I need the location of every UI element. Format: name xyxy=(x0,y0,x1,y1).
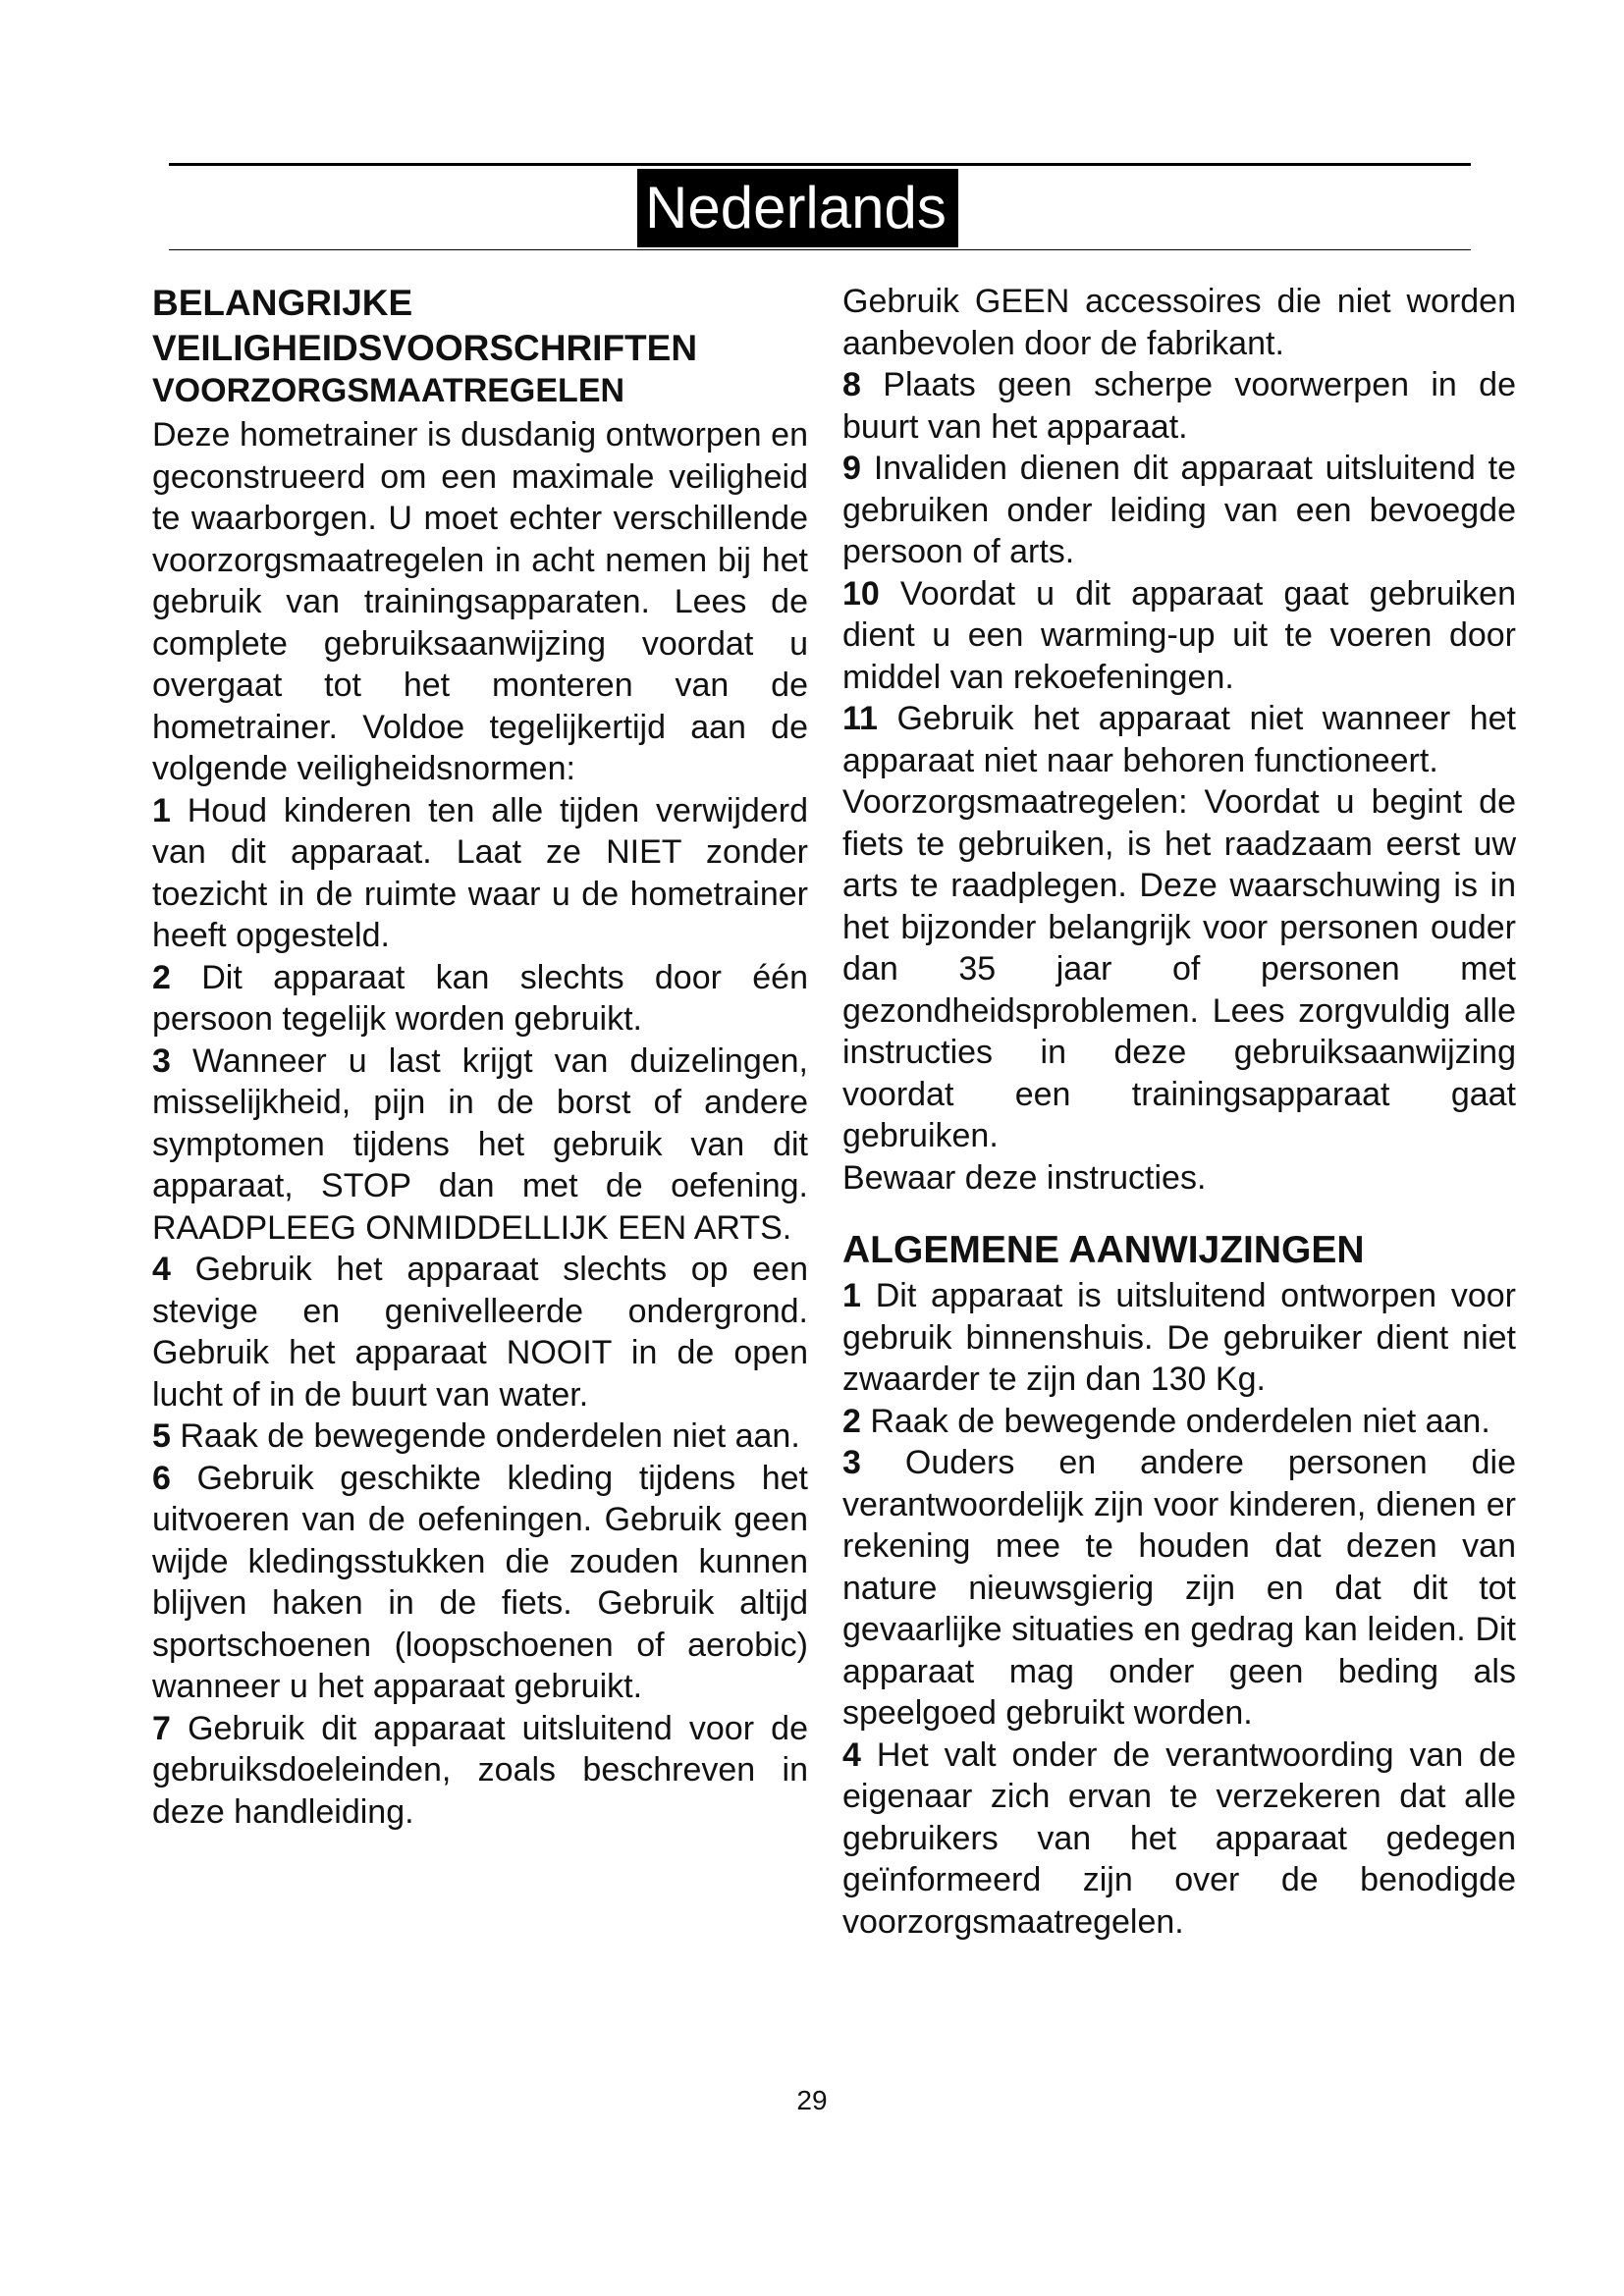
list-item xyxy=(152,1458,808,1708)
continuation-paragraph: Gebruik GEEN accessoires die niet worden aanbevolen door de fabrikant. xyxy=(842,283,1516,362)
item-number: 6 xyxy=(152,1459,171,1497)
item-text: Plaats geen scherpe voorwerpen in de buurt van het apparaat. xyxy=(842,366,1516,446)
item-number: 1 xyxy=(842,1277,861,1314)
item-text: Gebruik geschikte kleding tijdens het uitvoeren van de oefeningen. Gebruik geen wijde kledingsstukken die zouden kunnen blijven haken in de fiets. Gebruik altijd sportschoenen (loopschoenen of aerobic) wanneer u het apparaat gebruikt. xyxy=(152,1459,808,1705)
list-item xyxy=(152,1249,808,1415)
item-text: Gebruik het apparaat slechts op een stevige en genivelleerde ondergrond. Gebruik het apparaat NOOIT in de open lucht of in de buurt van water. xyxy=(152,1251,808,1414)
item-text: Het valt onder de verantwoording van de eigenaar zich ervan te verzekeren dat alle gebruikers van het apparaat gedegen geïnformeerd zijn over de benodigde voorzorgsmaatregelen. xyxy=(842,1735,1516,1941)
list-item xyxy=(842,573,1516,699)
item-text: Dit apparaat is uitsluitend ontworpen voor gebruik binnenshuis. De gebruiker dient niet zwaarder te zijn dan 130 Kg. xyxy=(842,1277,1516,1398)
item-number: 3 xyxy=(842,1444,861,1481)
list-item xyxy=(842,1401,1516,1443)
list-item xyxy=(842,1275,1516,1401)
item-text: Voordat u dit apparaat gaat gebruiken dient u een warming-up uit te voeren door middel van rekoefeningen. xyxy=(842,574,1516,696)
item-number: 10 xyxy=(842,574,880,613)
page-number: 29 xyxy=(796,2085,828,2115)
item-number: 1 xyxy=(152,791,171,829)
precaution-paragraph: Voorzorgsmaatregelen: Voordat u begint de fiets te gebruiken, is het raadzaam eerst uw arts te raadplegen. Deze waarschuwing is in het bijzonder belangrijk voor personen ouder dan 35 jaar of personen met gezondheidsproblemen. Lees zorgvuldig alle instructies in deze gebruiksaanwijzing voordat een trainingsapparaat gaat gebruiken. xyxy=(842,783,1516,1154)
list-item xyxy=(842,364,1516,448)
item-number: 11 xyxy=(842,700,878,737)
item-text: Dit apparaat kan slechts door één persoon tegelijk worden gebruikt. xyxy=(152,958,808,1038)
list-item xyxy=(842,1442,1516,1735)
list-item xyxy=(842,698,1516,781)
item-number: 4 xyxy=(152,1251,171,1288)
item-text: Gebruik dit apparaat uitsluitend voor de gebruiksdoeleinden, zoals beschreven in deze handleiding. xyxy=(152,1709,808,1831)
item-text: Houd kinderen ten alle tijden verwijderd van dit apparaat. Laat ze NIET zonder toezicht in de ruimte waar u de hometrainer heeft opgesteld. xyxy=(152,791,808,954)
item-text: Ouders en andere personen die verantwoordelijk zijn voor kinderen, dienen er rekening mee te houden dat dezen van nature nieuwsgierig zijn en dat dit tot gevaarlijke situaties en gedrag kan leiden. Dit apparaat mag onder geen beding als speelgoed gebruikt worden. xyxy=(842,1444,1516,1732)
precautions-subheading: VOORZORGSMAATREGELEN xyxy=(152,372,625,409)
item-text: Raak de bewegende onderdelen niet aan. xyxy=(180,1417,800,1455)
keep-instructions: Bewaar deze instructies. xyxy=(842,1158,1207,1197)
item-text: Invaliden dienen dit apparaat uitsluitend te gebruiken onder leiding van een bevoegde persoon of arts. xyxy=(842,450,1516,570)
item-text: Wanneer u last krijgt van duizelingen, misselijkheid, pijn in de borst of andere symptomen tijdens het gebruik van dit apparaat, STOP dan met de oefening. RAADPLEEG ONMIDDELLIJK EEN ARTS. xyxy=(152,1041,809,1247)
language-label: Nederlands xyxy=(637,169,958,247)
item-number: 2 xyxy=(842,1402,861,1440)
general-heading: ALGEMENE AANWIJZINGEN xyxy=(842,1229,1365,1271)
list-item xyxy=(152,1708,808,1834)
item-text: Gebruik het apparaat niet wanneer het apparaat niet naar behoren functioneert. xyxy=(842,700,1516,779)
list-item xyxy=(842,448,1516,573)
item-text: Raak de bewegende onderdelen niet aan. xyxy=(870,1402,1490,1440)
list-item xyxy=(152,790,808,957)
header-rule-bottom xyxy=(169,249,1471,250)
header-rule-top xyxy=(169,163,1471,166)
item-number: 5 xyxy=(152,1417,171,1455)
list-item xyxy=(152,1041,808,1250)
item-number: 4 xyxy=(842,1735,861,1774)
list-item xyxy=(842,1735,1516,1944)
safety-heading: BELANGRIJKE VEILIGHEIDSVOORSCHRIFTEN xyxy=(152,283,698,368)
right-column xyxy=(842,281,1516,1943)
left-column xyxy=(152,281,808,1833)
list-item xyxy=(152,957,808,1041)
item-number: 3 xyxy=(152,1041,171,1080)
item-number: 2 xyxy=(152,958,171,996)
item-number: 8 xyxy=(842,366,861,403)
intro-paragraph: Deze hometrainer is dusdanig ontworpen en geconstrueerd om een maximale veiligheid te waarborgen. U moet echter verschillende voorzorgsmaatregelen in acht nemen bij het gebruik van trainingsapparaten. Lees de complete gebruiksaanwijzing voordat u overgaat tot het monteren van de hometrainer. Voldoe tegelijkertijd aan de volgende veiligheidsnormen: xyxy=(152,416,808,787)
item-number: 7 xyxy=(152,1709,171,1747)
list-item xyxy=(152,1415,808,1458)
item-number: 9 xyxy=(842,450,861,487)
